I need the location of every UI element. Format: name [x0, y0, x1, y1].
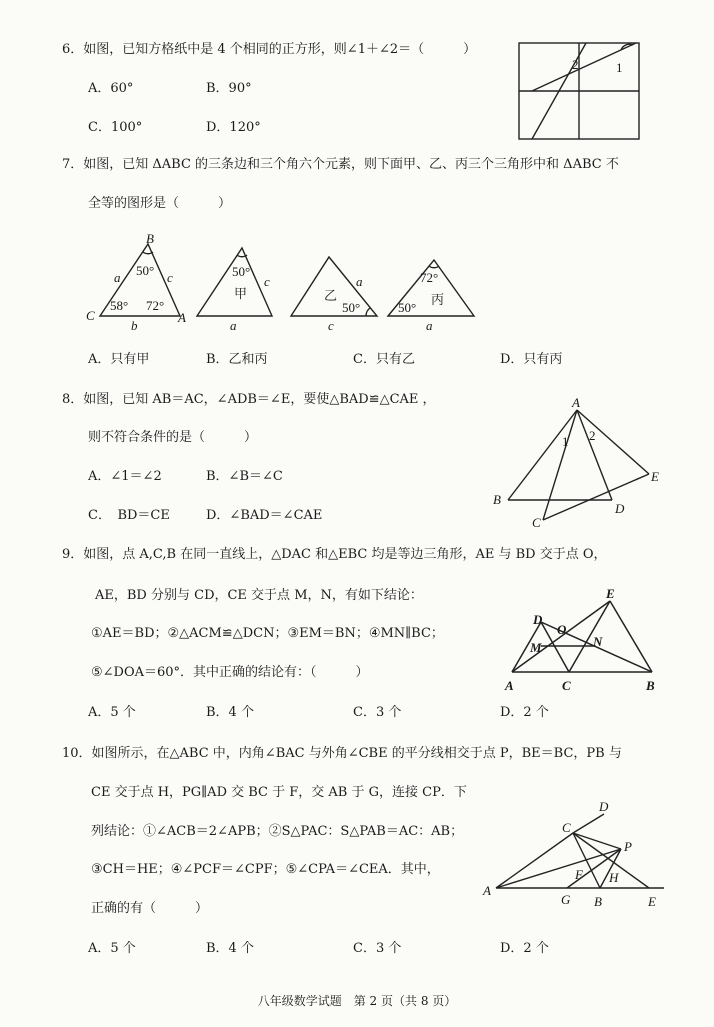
q6-stem: 6．如图，已知方格纸中是 4 个相同的正方形，则∠1＋∠2＝（ ）	[62, 42, 477, 57]
q9-option-d[interactable]: D．2 个	[500, 705, 549, 720]
q7-jia-side-c: c	[264, 274, 270, 289]
q10-point-a: A	[483, 883, 491, 898]
q9-point-e: E	[606, 586, 615, 601]
q9-point-m: M	[530, 640, 542, 655]
q8-point-a: A	[572, 395, 580, 410]
q7-option-d[interactable]: D．只有丙	[500, 352, 563, 367]
q6-option-b[interactable]: B．90°	[206, 81, 252, 96]
q10-option-c[interactable]: C．3 个	[353, 941, 402, 956]
q7-abc-side-b: b	[131, 318, 138, 333]
q7-bing-angle-bottom: 50°	[398, 300, 417, 315]
q6-option-c[interactable]: C．100°	[88, 120, 143, 135]
q9-point-b: B	[646, 678, 655, 693]
q8-angle-1: 1	[562, 434, 569, 449]
q9-point-d: D	[533, 612, 543, 627]
q7-abc-side-a: a	[114, 270, 121, 285]
q7-option-a[interactable]: A．只有甲	[88, 352, 150, 367]
q8-option-d[interactable]: D．∠BAD＝∠CAE	[206, 508, 323, 523]
q8-stem: 8．如图，已知 AB＝AC，∠ADB＝∠E，要使△BAD≌△CAE ，	[62, 392, 436, 407]
q7-abc-side-c: c	[167, 270, 173, 285]
q7-triangles-figure	[84, 230, 484, 334]
q8-point-e: E	[651, 469, 659, 484]
q9-point-a: A	[505, 678, 514, 693]
q8-point-b: B	[493, 492, 501, 507]
q10-point-d: D	[599, 799, 609, 814]
q10-point-f: F	[575, 867, 583, 882]
q7-abc-angle-b: 50°	[136, 263, 155, 278]
q7-yi-side-c: c	[328, 318, 334, 333]
q7-abc-vertex-c: C	[86, 308, 95, 323]
q10-stem-line1: 10．如图所示，在△ABC 中，内角∠BAC 与外角∠CBE 的平分线相交于点 P，BE＝BC，PB 与	[62, 746, 622, 761]
q8-point-d: D	[615, 501, 625, 516]
q9-option-a[interactable]: A．5 个	[88, 705, 136, 720]
q7-jia-label: 甲	[234, 286, 248, 301]
q7-jia-side-a: a	[230, 318, 237, 333]
q8-option-c[interactable]: C． BD＝CE	[88, 508, 170, 523]
q10-figure	[478, 792, 678, 916]
q9-stem-line3: ①AE＝BD；②△ACM≌△DCN；③EM＝BN；④MN∥BC；	[91, 626, 444, 641]
q8-option-b[interactable]: B．∠B＝∠C	[206, 469, 283, 484]
q7-option-c[interactable]: C．只有乙	[353, 352, 415, 367]
q7-stem-line2: 全等的图形是（ ）	[88, 196, 232, 211]
q9-option-b[interactable]: B．4 个	[206, 705, 254, 720]
q7-bing-label: 丙	[431, 292, 445, 307]
q10-point-c: C	[562, 820, 571, 835]
q10-point-h: H	[609, 870, 619, 885]
q10-stem-line3: 列结论：①∠ACB＝2∠APB；②S△PAC：S△PAB＝AC：AB；	[91, 824, 464, 839]
q9-stem-line1: 9．如图，点 A,C,B 在同一直线上，△DAC 和△EBC 均是等边三角形，AE 与 BD 交于点 O，	[62, 547, 607, 562]
q10-point-b: B	[594, 894, 602, 909]
q8-point-c: C	[532, 515, 541, 530]
q7-bing-angle-top: 72°	[420, 270, 439, 285]
q9-option-c[interactable]: C．3 个	[353, 705, 402, 720]
q10-point-p: P	[624, 839, 632, 854]
q7-abc-vertex-b: B	[146, 231, 154, 246]
q10-stem-line5: 正确的有（ ）	[91, 901, 209, 916]
q7-yi-side-a: a	[356, 274, 363, 289]
q6-angle-2-label: 2	[572, 57, 579, 72]
q10-option-d[interactable]: D．2 个	[500, 941, 549, 956]
q9-point-n: N	[593, 634, 603, 649]
q9-stem-line4: ⑤∠DOA＝60°．其中正确的结论有：（ ）	[91, 665, 369, 680]
q7-yi-label: 乙	[324, 288, 338, 303]
q7-option-b[interactable]: B．乙和丙	[206, 352, 268, 367]
q8-option-a[interactable]: A．∠1＝∠2	[88, 469, 162, 484]
q7-stem-line1: 7．如图，已知 ΔABC 的三条边和三个角六个元素，则下面甲、乙、丙三个三角形中和 ΔABC 不	[62, 157, 619, 172]
q8-stem-line2: 则不符合条件的是（ ）	[88, 430, 258, 445]
q9-stem-line2: AE，BD 分别与 CD，CE 交于点 M，N，有如下结论：	[95, 588, 423, 603]
q10-stem-line4: ③CH＝HE；④∠PCF＝∠CPF；⑤∠CPA＝∠CEA．其中，	[91, 862, 440, 877]
q8-figure	[488, 396, 668, 530]
page-footer: 八年级数学试题 第 2 页（共 8 页）	[257, 994, 457, 1008]
q6-angle-1-label: 1	[616, 60, 623, 75]
q7-yi-angle: 50°	[342, 300, 361, 315]
q10-stem-line2: CE 交于点 H，PG∥AD 交 BC 于 F，交 AB 于 G，连接 CP．下	[91, 785, 467, 800]
q7-abc-angle-a: 72°	[146, 298, 165, 313]
q6-option-a[interactable]: A．60°	[88, 81, 134, 96]
q9-figure	[500, 586, 670, 696]
q9-point-o: O	[557, 622, 567, 637]
q10-point-e: E	[648, 894, 656, 909]
q10-option-a[interactable]: A．5 个	[88, 941, 136, 956]
q6-option-d[interactable]: D．120°	[206, 120, 261, 135]
q7-abc-vertex-a: A	[178, 310, 186, 325]
q7-jia-angle: 50°	[232, 264, 251, 279]
q8-angle-2: 2	[589, 428, 596, 443]
q7-abc-angle-c: 58°	[110, 298, 129, 313]
q10-point-g: G	[561, 892, 571, 907]
q7-bing-side-a: a	[426, 318, 433, 333]
q9-point-c: C	[562, 678, 571, 693]
q6-grid-figure	[518, 42, 642, 142]
q10-option-b[interactable]: B．4 个	[206, 941, 254, 956]
